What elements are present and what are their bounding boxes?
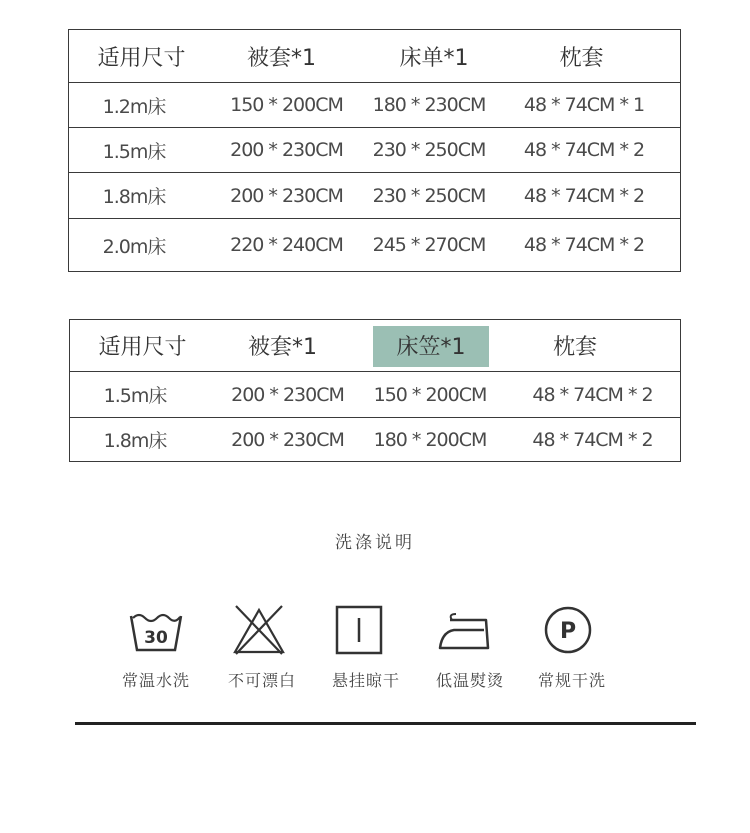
header-cell: 床笠*1 — [396, 335, 466, 360]
duvet-cell: 200 * 230CM — [231, 428, 344, 451]
size-cell: 1.8m床 — [102, 186, 166, 208]
header-cell: 枕套 — [552, 335, 597, 360]
table-row — [69, 219, 680, 271]
table-row — [69, 128, 680, 173]
table-row — [70, 372, 680, 418]
table-header-row — [70, 320, 680, 372]
size-cell: 1.2m床 — [102, 95, 166, 118]
duvet-cell: 200 * 230CM — [230, 139, 343, 161]
pillow-cell: 48 * 74CM * 1 — [523, 94, 645, 116]
care-label-hang-dry: 悬挂晾干 — [331, 671, 400, 690]
duvet-cell: 200 * 230CM — [230, 184, 343, 207]
pillow-cell: 48 * 74CM * 2 — [523, 184, 645, 207]
size-table-1 — [68, 29, 681, 272]
care-label-dry-clean: 常规干洗 — [537, 671, 606, 690]
pillow-cell: 48 * 74CM * 2 — [532, 383, 653, 406]
size-cell: 2.0m床 — [102, 235, 166, 258]
header-cell: 适用尺寸 — [97, 45, 186, 71]
bottom-divider — [75, 722, 696, 725]
pillow-cell: 48 * 74CM * 2 — [532, 428, 653, 451]
header-cell: 床单*1 — [399, 45, 469, 71]
header-cell: 被套*1 — [247, 45, 316, 71]
low-iron-icon — [436, 610, 496, 654]
hang-dry-icon — [334, 604, 384, 656]
pillow-cell: 48 * 74CM * 2 — [523, 139, 645, 161]
table-row — [69, 83, 680, 128]
wash-30-icon — [128, 604, 184, 656]
header-cell: 适用尺寸 — [98, 335, 187, 360]
fitted-sheet-cell: 150 * 200CM — [373, 383, 487, 406]
wash-temp-label: 30 — [144, 628, 168, 648]
no-bleach-icon — [232, 604, 286, 656]
care-label-no-bleach: 不可漂白 — [227, 671, 296, 690]
table-header-row — [69, 30, 680, 83]
table-row — [69, 173, 680, 219]
header-cell: 被套*1 — [248, 335, 317, 360]
duvet-cell: 220 * 240CM — [230, 234, 343, 256]
sheet-cell: 230 * 250CM — [372, 184, 486, 207]
sheet-cell: 180 * 230CM — [372, 94, 486, 116]
table-row — [70, 418, 680, 461]
care-label-iron: 低温熨烫 — [435, 671, 504, 690]
duvet-cell: 150 * 200CM — [230, 94, 343, 116]
care-title: 洗涤说明 — [335, 533, 415, 553]
sheet-cell: 245 * 270CM — [372, 234, 486, 256]
dry-clean-icon — [542, 604, 594, 656]
duvet-cell: 200 * 230CM — [231, 383, 344, 406]
dry-clean-letter: P — [559, 619, 577, 644]
size-cell: 1.8m床 — [103, 430, 167, 452]
header-cell: 枕套 — [559, 45, 604, 71]
care-label-wash: 常温水洗 — [121, 671, 190, 690]
sheet-cell: 230 * 250CM — [372, 139, 486, 161]
size-table-2 — [69, 319, 681, 462]
fitted-sheet-cell: 180 * 200CM — [373, 428, 487, 451]
size-cell: 1.5m床 — [103, 385, 167, 407]
pillow-cell: 48 * 74CM * 2 — [523, 234, 645, 256]
size-cell: 1.5m床 — [102, 140, 166, 163]
